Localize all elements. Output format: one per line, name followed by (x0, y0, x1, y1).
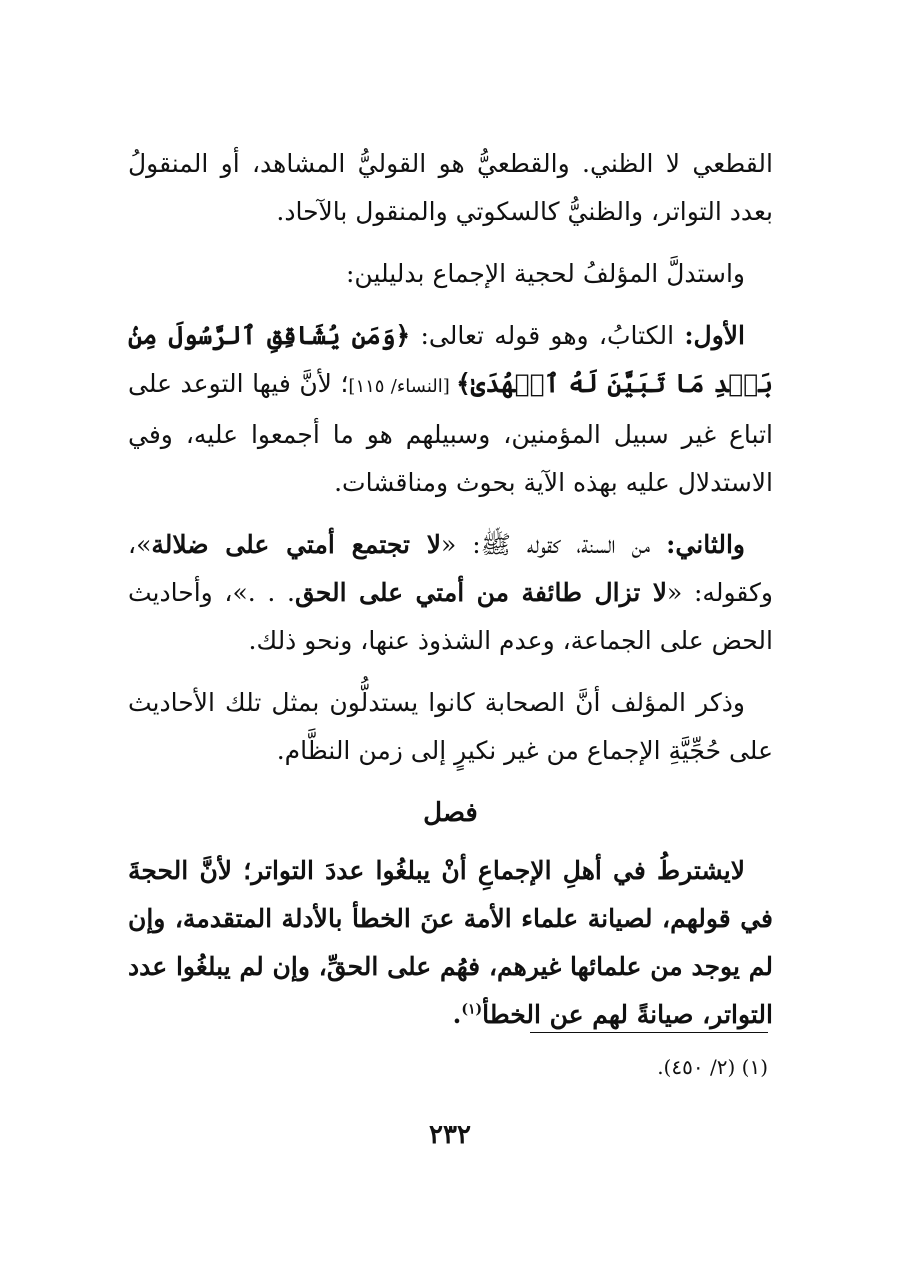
second-evidence-label: والثاني: (666, 530, 745, 559)
paragraph-companions (128, 679, 773, 775)
paragraph-text: »، وكقوله: « (128, 530, 773, 607)
paragraph-text: القطعي لا الظني. والقطعيُّ هو القوليُّ المشاهد، أو المنقولُ بعدد التواتر، والظنيُّ كالسكوتي والمنقول بالآحاد. (128, 149, 773, 226)
paragraph-text: ؛ لأنَّ فيها التوعد على اتباع غير سبيل المؤمنين، وسبيلهم هو ما أجمعوا عليه، وفي الاستدلال عليه بهذه الآية بحوث ومناقشات. (128, 369, 773, 497)
paragraph-text: واستدلَّ المؤلفُ لحجية الإجماع بدليلين: (345, 259, 745, 288)
paragraph-second-evidence (128, 521, 773, 665)
footnote: (١) (٢/ ٤٥٠). (657, 1055, 768, 1079)
paragraph-text: لايشترطُ في أهلِ الإجماعِ أنْ يبلغُوا عددَ التواتر؛ لأنَّ الحجةَ في قولهم، لصيانة علماء الأمة عنَ الخطأ بالأدلة المتقدمة، وإن لم يوجد من علمائها غيرهم، فهُم على الحقِّ، وإن لم يبلغُوا عدد التواتر، صيانةً لهم عن الخطأ (128, 856, 773, 1029)
paragraph-text: . . .»، وأحاديث الحض على الجماعة، وعدم الشذوذ عنها، ونحو ذلك. (128, 578, 773, 655)
verse-reference: [النساء/ ١١٥] (348, 376, 457, 397)
first-evidence-label: الأول: (684, 321, 745, 350)
main-text (128, 140, 773, 1053)
paragraph-text: من السنة، كقوله ﷺ: « (441, 530, 667, 559)
hadith-quote: لا تجتمع أمتي على ضلالة (151, 530, 441, 559)
page-number: ٢٣٢ (429, 1120, 471, 1150)
section-heading: فصل (423, 798, 478, 828)
footnote-marker: (١) (461, 1001, 483, 1018)
hadith-quote: لا تزال طائفة من أمتي على الحق (295, 578, 668, 607)
paragraph-definition (128, 140, 773, 236)
footnote-divider (530, 1032, 768, 1033)
quran-verse: ﴿وَمَن يُشَاقِقِ ٱلرَّسُولَ مِنۢ بَعۡدِ مَا تَبَيَّنَ لَهُ ٱلۡهُدَىٰ﴾ (128, 321, 773, 398)
paragraph-tawatur (128, 847, 773, 1039)
paragraph-text: وذكر المؤلف أنَّ الصحابة كانوا يستدلُّون بمثل تلك الأحاديث على حُجِّيَّةِ الإجماع من غير نكيرٍ إلى زمن النظَّام. (128, 688, 773, 765)
paragraph-text: الكتابُ، وهو قوله تعالى: (410, 321, 685, 350)
paragraph-first-evidence (128, 312, 773, 507)
paragraph-text: . (452, 1000, 462, 1029)
paragraph-evidence-intro (128, 250, 773, 298)
